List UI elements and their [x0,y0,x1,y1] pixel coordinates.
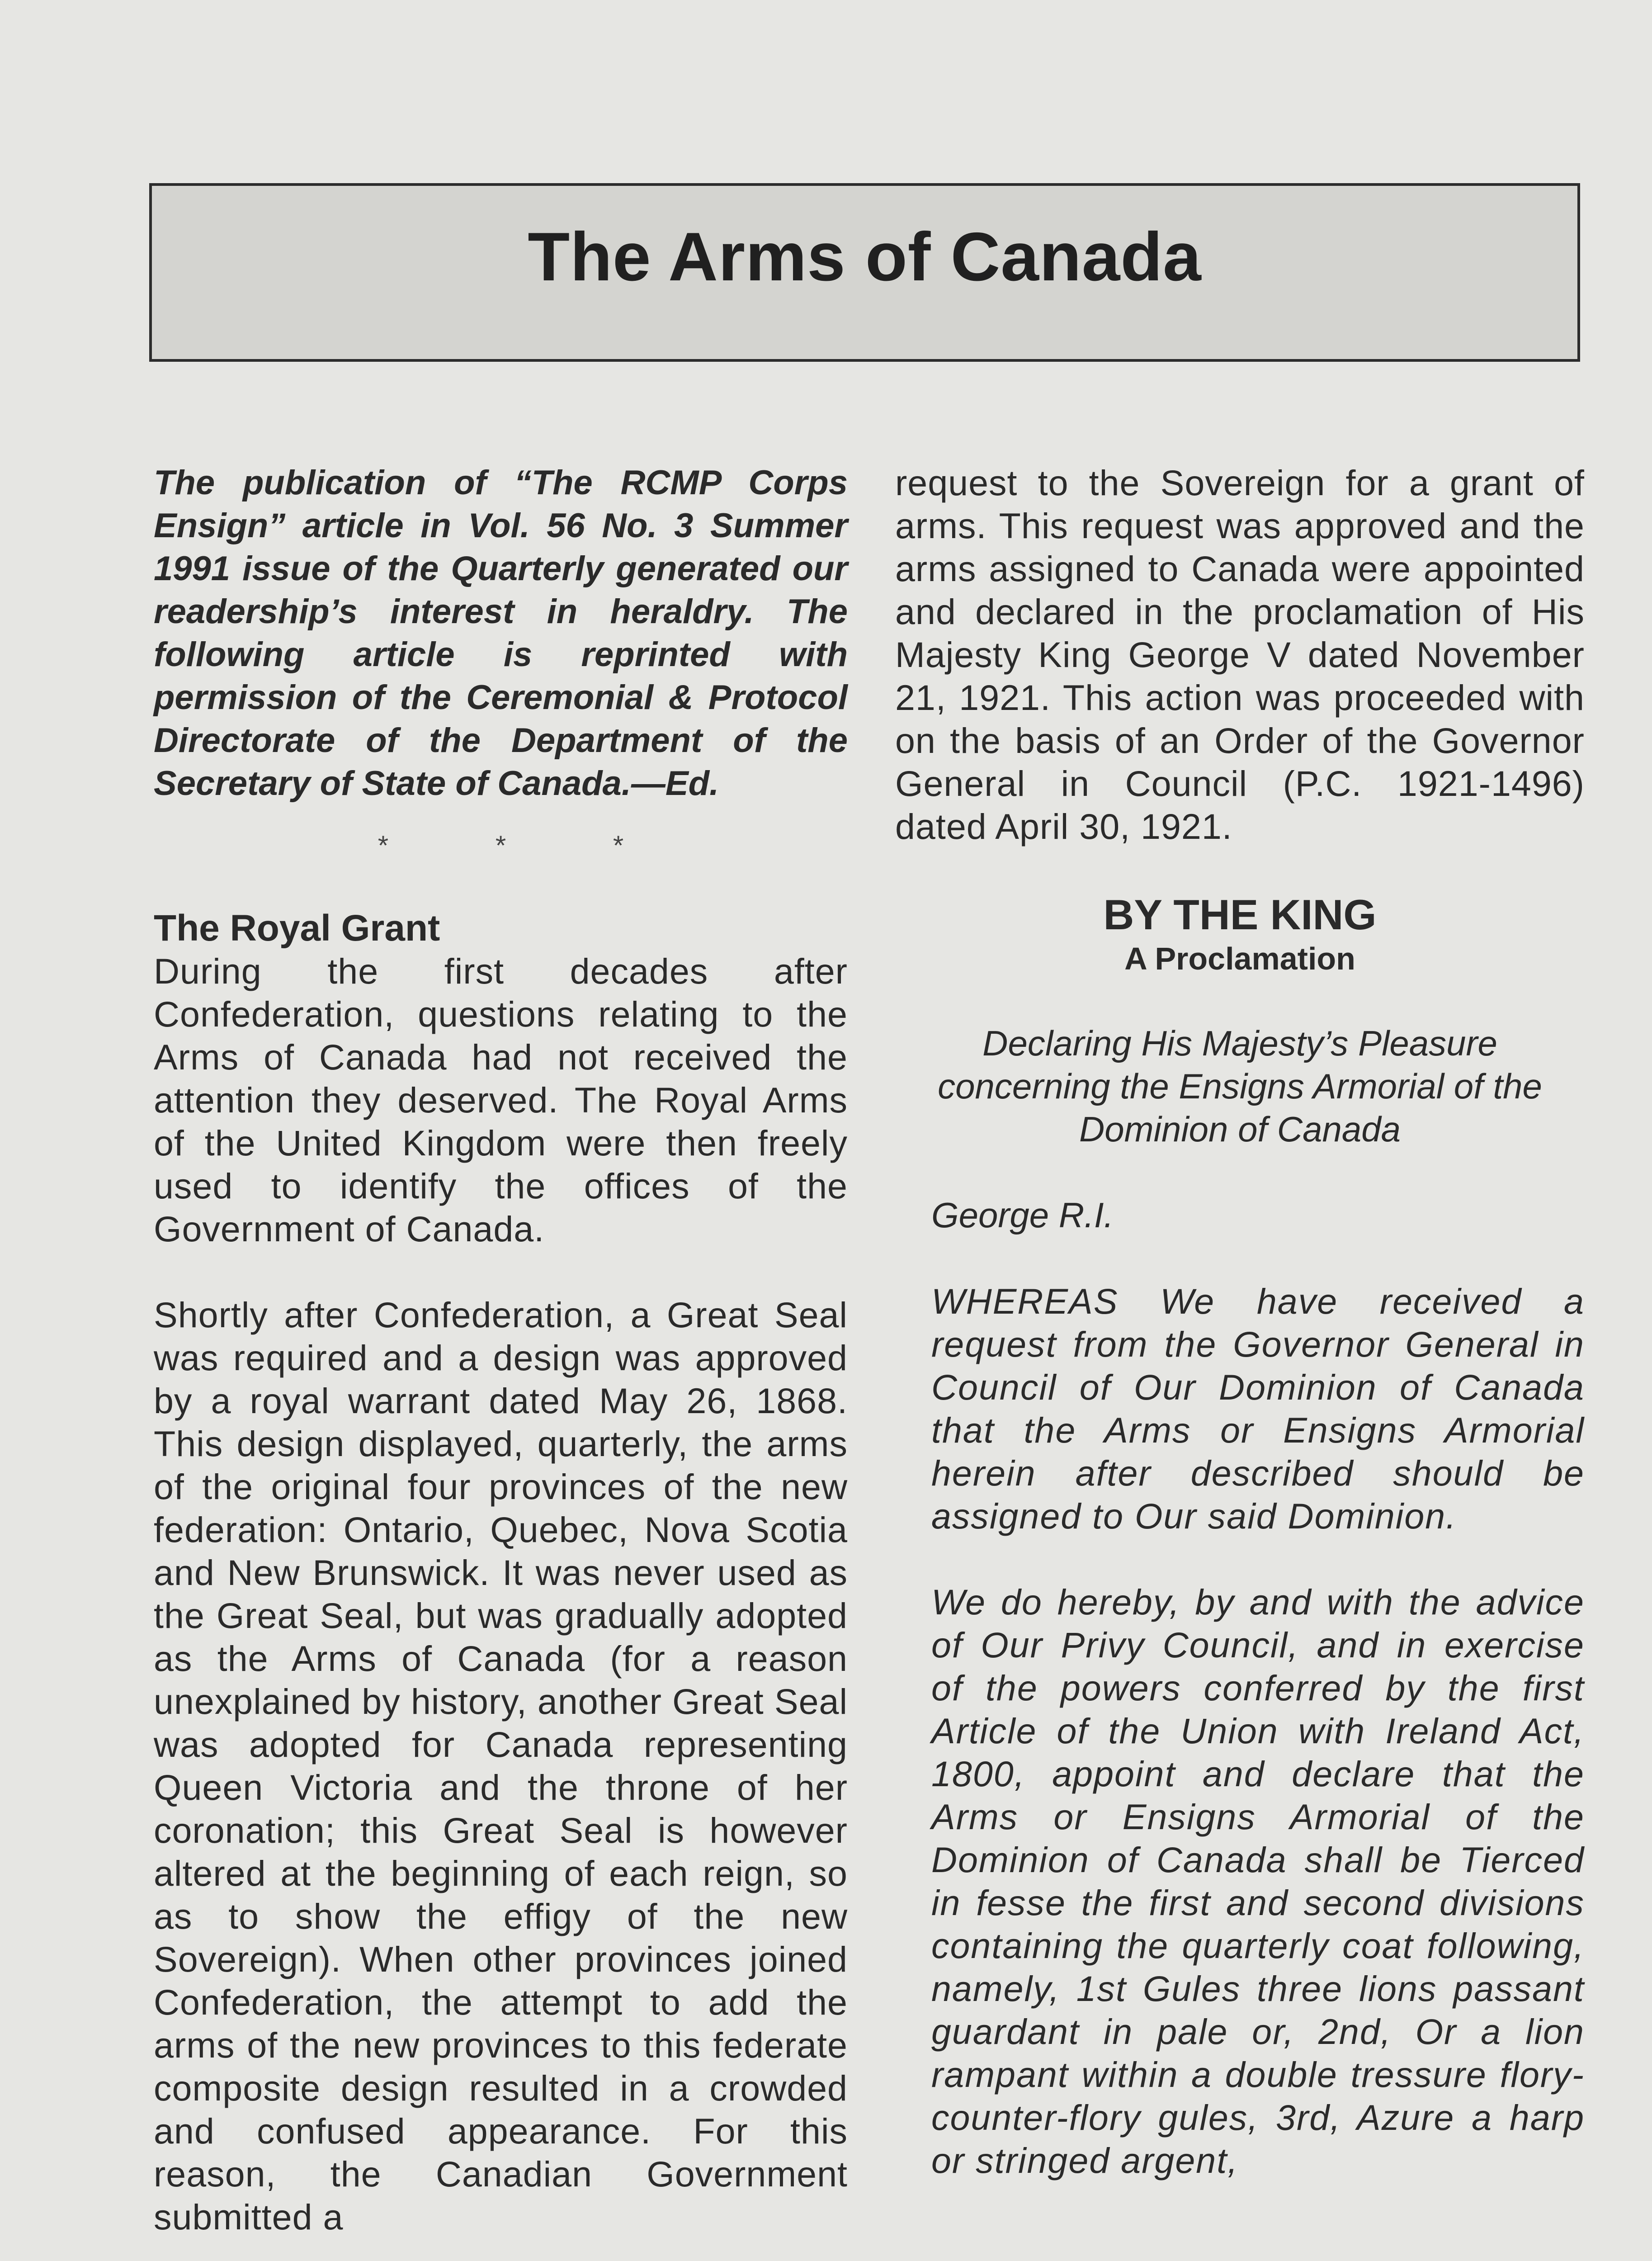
right-column [895,461,1585,2182]
editor-note: The publication of “The RCMP Corps Ensign” article in Vol. 56 No. 3 Summer 1991 issue of the Quarterly generated our readership’s interest in heraldry. The following article is reprinted with permission of the Ceremonial & Protocol Directorate of the Department of the Secretary of State of Canada.—Ed. [154,464,848,803]
left-column [154,461,848,2238]
title-banner [149,183,1580,362]
body-paragraph-1: During the first decades after Confederation, questions relating to the Arms of Canada had not received the attention they deserved. The Royal Arms of the United Kingdom were then freely used to identify the offices of the Government of Canada. [154,951,848,1249]
section-heading: The Royal Grant [154,908,440,949]
royal-signature: George R.I. [931,1195,1114,1235]
article-title: The Arms of Canada [528,218,1202,295]
body-paragraph-3: request to the Sovereign for a grant of arms. This request was approved and the arms assigned to Canada were appointed and declared in the proclamation of His Majesty King George V dated November 21, 1921. This action was proceeded with on the basis of an Order of the Governor General in Council (P.C. 1921-1496) dated April 30, 1921. [895,463,1585,847]
proclamation-whereas: WHEREAS We have received a request from the Governor General in Council of Our Dominion of Canada that the Arms or Ensigns Armorial herein after described should be assigned to Our said Dominion. [931,1281,1585,1536]
proclamation-declaration: Declaring His Majesty’s Pleasure concerning the Ensigns Armorial of the Dominion of Canada [938,1023,1542,1149]
proclamation-title: BY THE KING [1103,891,1377,938]
proclamation-subtitle: A Proclamation [1124,941,1355,976]
section-separator: * * * [378,830,674,861]
body-paragraph-2: Shortly after Confederation, a Great Seal was required and a design was approved by a royal warrant dated May 26, 1868. This design displayed, quarterly, the arms of the original four provinces of the new federation: Ontario, Quebec, Nova Scotia and New Brunswick. It was never used as the Great Seal, but was gradually adopted as the Arms of Canada (for a reason unexplained by history, another Great Seal was adopted for Canada representing Queen Victoria and the throne of her coronation; this Great Seal is however altered at the beginning of each reign, so as to show the effigy of the new Sovereign). When other provinces joined Confederation, the attempt to add the arms of the new provinces to this federate composite design resulted in a crowded and confused appearance. For this reason, the Canadian Government submitted a [154,1295,848,2237]
proclamation-decree: We do hereby, by and with the advice of Our Privy Council, and in exercise of the powers conferred by the first Article of the Union with Ireland Act, 1800, appoint and declare that the Arms or Ensigns Armorial of the Dominion of Canada shall be Tierced in fesse the first and second divisions containing the quarterly coat following, namely, 1st Gules three lions passant guardant in pale or, 2nd, Or a lion rampant within a double tressure flory-counter-flory gules, 3rd, Azure a harp or stringed argent, [931,1582,1585,2181]
